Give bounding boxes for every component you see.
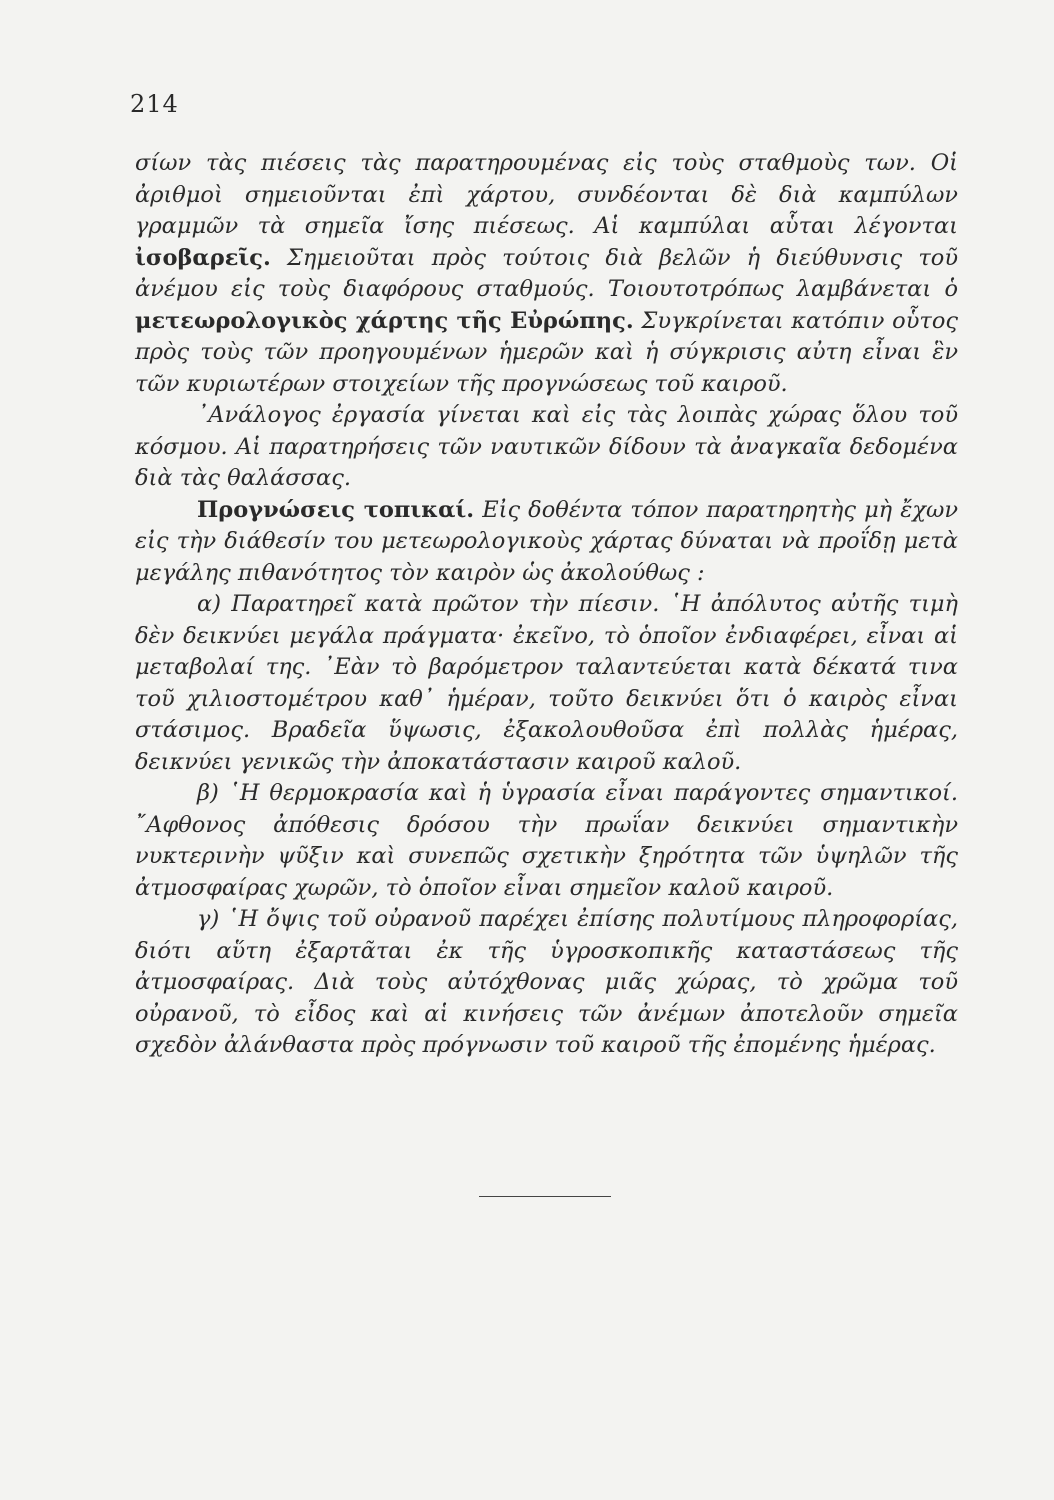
paragraph-continued: [135, 148, 958, 400]
paragraph-analogous-work: ᾿Ανάλογος ἐργασία γίνεται καὶ εἰς τὰς λοιπὰς χώρας ὅλου τοῦ κόσμου. Αἱ παρατηρήσεις τῶν ναυτικῶν δίδουν τὰ ἀναγκαῖα δεδομένα διὰ τὰς θαλάσσας.: [135, 402, 958, 491]
paragraph-local-forecasts: [135, 495, 958, 590]
section-heading: Προγνώσεις τοπικαί.: [197, 496, 475, 523]
paragraph-text: σίων τὰς πιέσεις τὰς παρατηρουμένας εἰς τοὺς σταθμοὺς των. Οἱ ἀριθμοὶ σημειοῦνται ἐπὶ χάρτου, συνδέονται δὲ διὰ καμπύλων γραμμῶν τὰ σημεῖα ἴσης πιέσεως. Αἱ καμπύλαι αὗται λέγονται: [135, 150, 958, 239]
section-divider: [479, 1196, 611, 1197]
paragraph-text: Συγκρίνεται κατόπιν οὗτος πρὸς τοὺς τῶν προηγουμένων ἡμερῶν καὶ ἡ σύγκρισις αὐτη εἶναι ἓν τῶν κυριωτέρων στοιχείων τῆς προγνώσεως τοῦ καιροῦ.: [135, 307, 958, 397]
paragraph-item-b: β) ῾Η θερμοκρασία καὶ ἡ ὑγρασία εἶναι παράγοντες σημαντικοί. ῎Αφθονος ἀπόθεσις δρόσου τὴν πρωΐαν δεικνύει σημαντικὴν νυκτερινὴν ψῦξιν καὶ συνεπῶς σχετικὴν ξηρότητα τῶν ὑψηλῶν τῆς ἀτμοσφαίρας χωρῶν, τὸ ὁποῖον εἶναι σημεῖον καλοῦ καιροῦ.: [135, 780, 958, 901]
term-weather-map: μετεωρολογικὸς χάρτης τῆς Εὐρώπης.: [135, 307, 634, 334]
body-text: [135, 148, 958, 1062]
paragraph-item-c: γ) ῾Η ὄψις τοῦ οὐρανοῦ παρέχει ἐπίσης πολυτίμους πληροφορίας, διότι αὕτη ἐξαρτᾶται ἐκ τῆς ὑγροσκοπικῆς καταστάσεως τῆς ἀτμοσφαίρας. Διὰ τοὺς αὐτόχθονας μιᾶς χώρας, τὸ χρῶμα τοῦ οὐρανοῦ, τὸ εἶδος καὶ αἱ κινήσεις τῶν ἀνέμων ἀποτελοῦν σημεῖα σχεδὸν ἀλάνθαστα πρὸς πρόγνωσιν τοῦ καιροῦ τῆς ἐπομένης ἡμέρας.: [135, 906, 958, 1058]
term-isobars: ἰσοβαρεῖς.: [135, 244, 271, 271]
paragraph-item-a: α) Παρατηρεῖ κατὰ πρῶτον τὴν πίεσιν. ῾Η ἀπόλυτος αὐτῆς τιμὴ δὲν δεικνύει μεγάλα πράγματα· ἐκεῖνο, τὸ ὁποῖον ἐνδιαφέρει, εἶναι αἱ μεταβολαί της. ᾿Εὰν τὸ βαρόμετρον ταλαντεύεται κατὰ δέκατά τινα τοῦ χιλιοστομέτρου καθ᾿ ἡμέραν, τοῦτο δεικνύει ὅτι ὁ καιρὸς εἶναι στάσιμος. Βραδεῖα ὕψωσις, ἐξακολουθοῦσα ἐπὶ πολλὰς ἡμέρας, δεικνύει γενικῶς τὴν ἀποκατάστασιν καιροῦ καλοῦ.: [135, 591, 958, 775]
paragraph-text: Σημειοῦται πρὸς τούτοις διὰ βελῶν ἡ διεύθυνσις τοῦ ἀνέμου εἰς τοὺς διαφόρους σταθμούς. Τοιουτοτρόπως λαμβάνεται ὁ: [135, 244, 958, 302]
paragraph-text: Εἰς δοθέντα τόπον παρατηρητὴς μὴ ἔχων εἰς τὴν διάθεσίν του μετεωρολογικοὺς χάρτας δύναται νὰ προΐδῃ μετὰ μεγάλης πιθανότητος τὸν καιρὸν ὡς ἀκολούθως :: [135, 496, 958, 586]
page-number: 214: [130, 90, 179, 118]
